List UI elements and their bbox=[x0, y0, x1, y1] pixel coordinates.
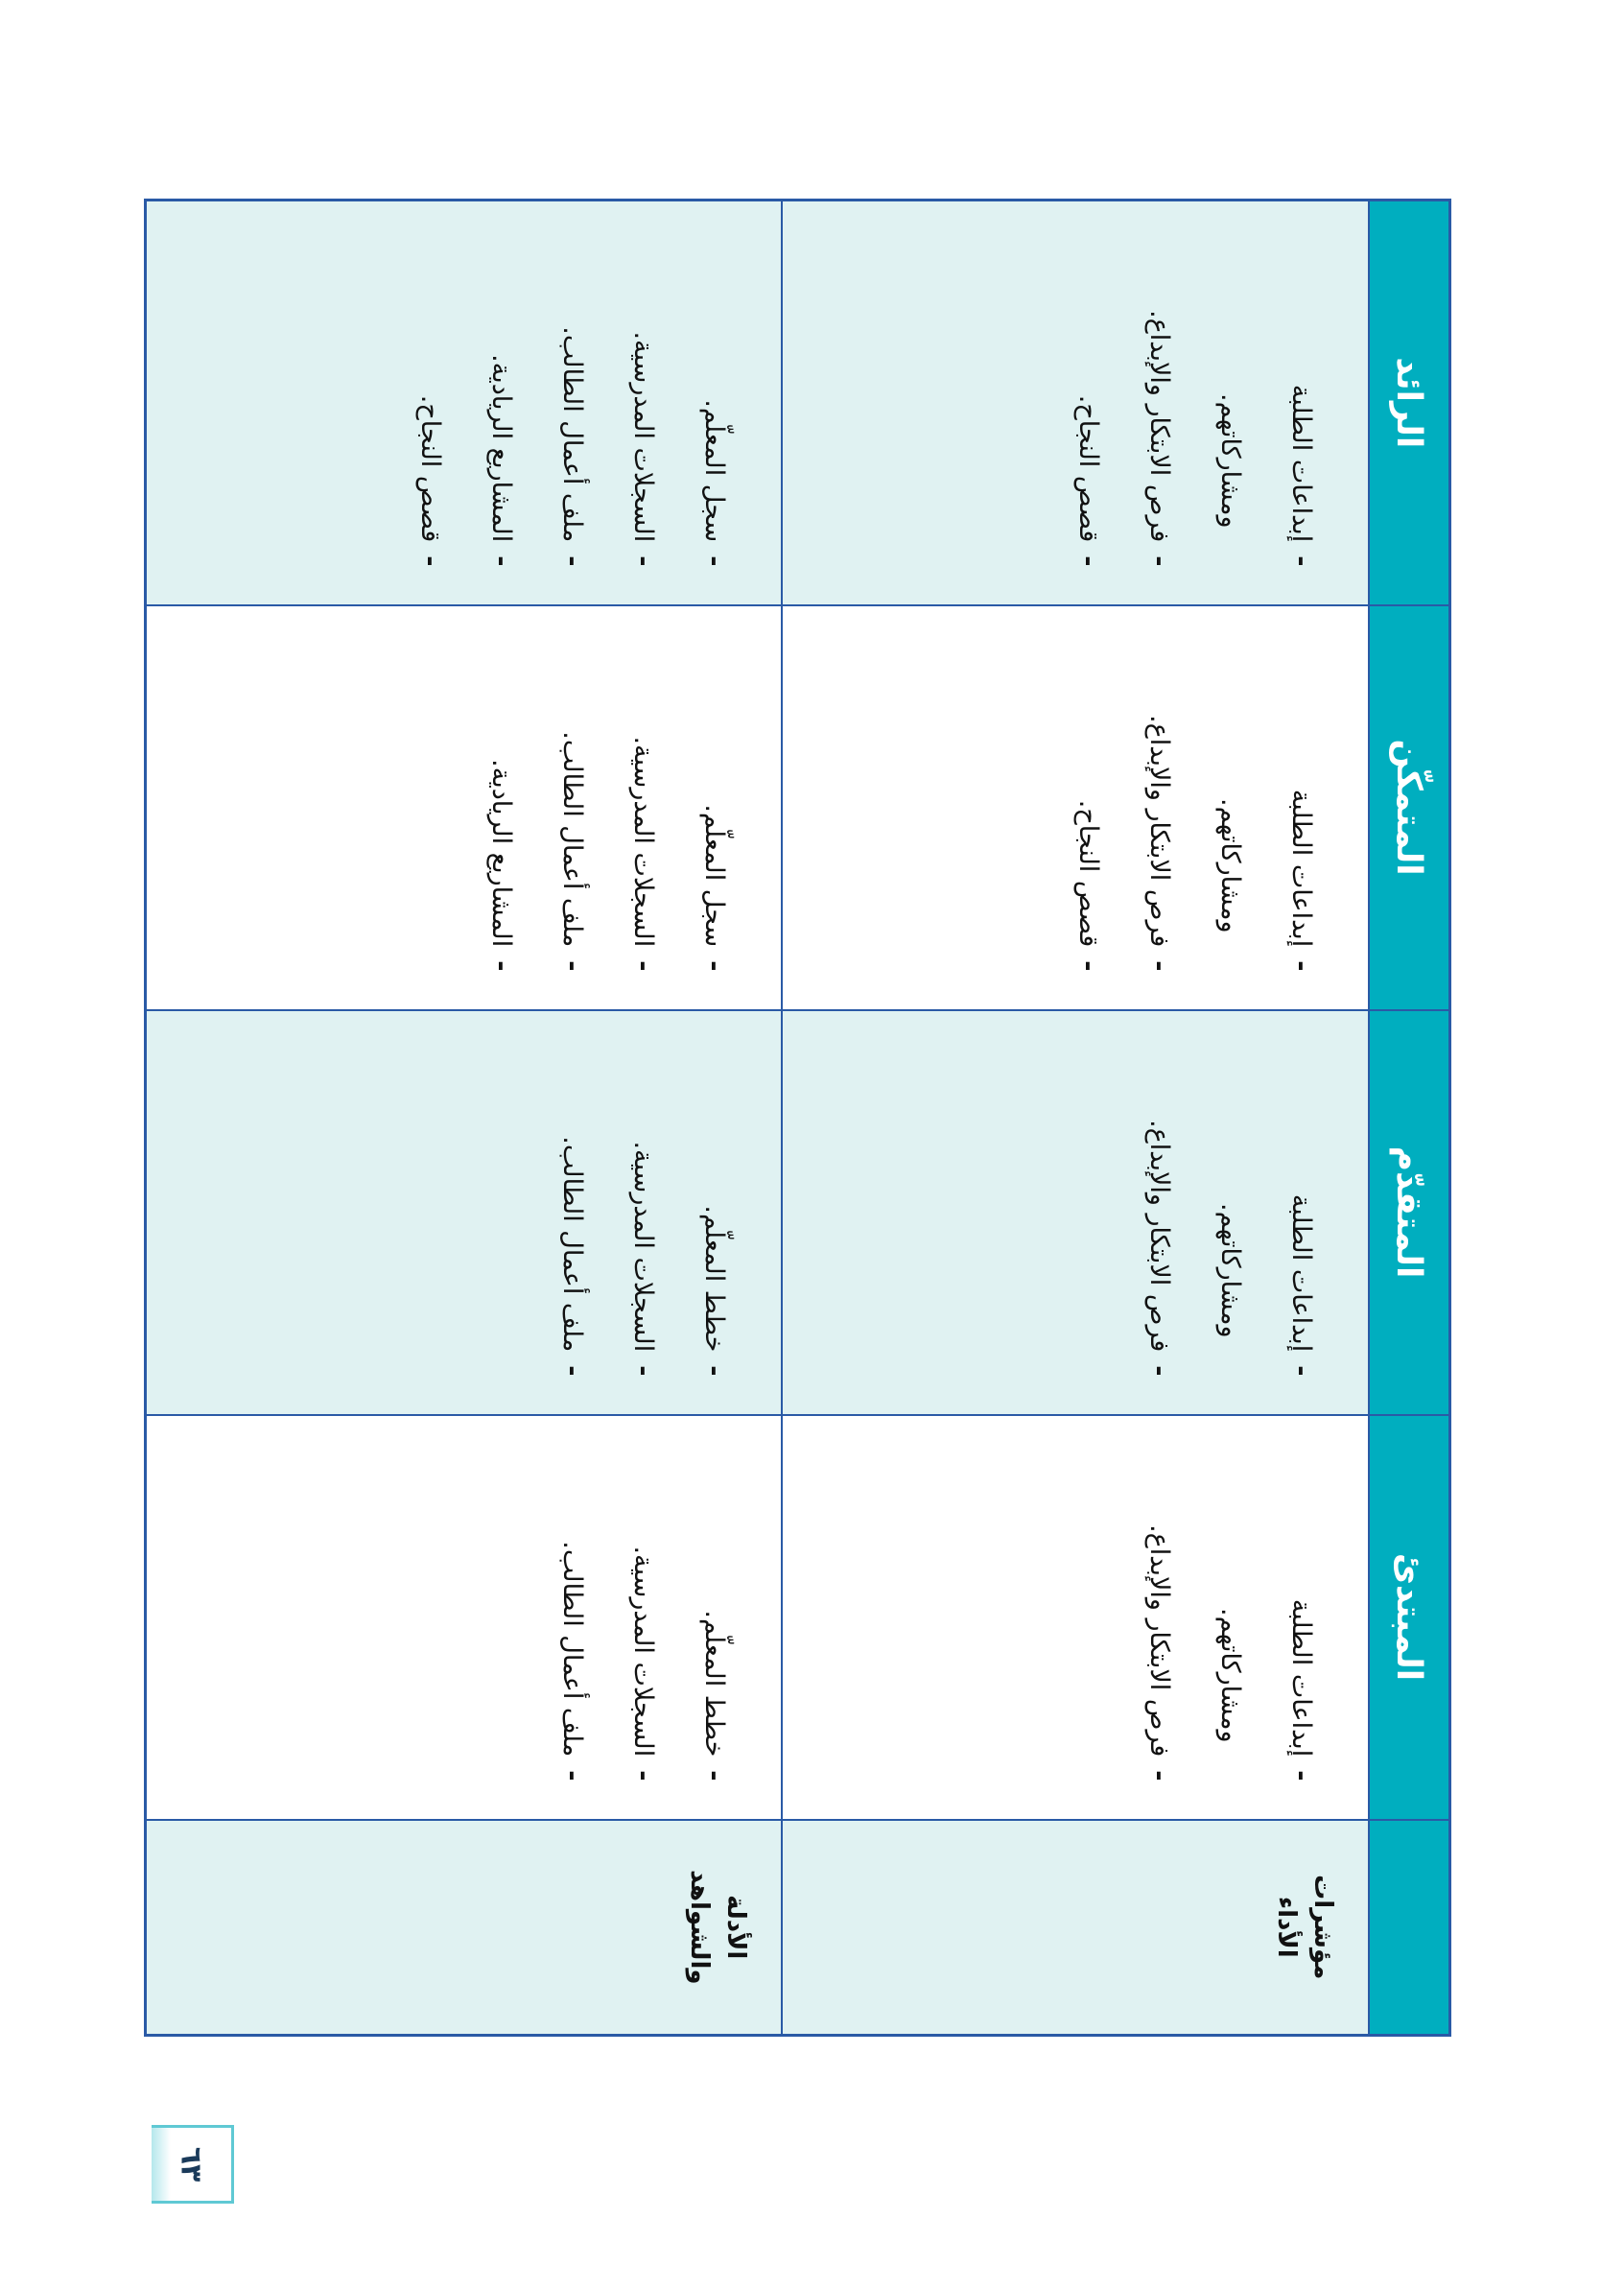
list-item bbox=[1123, 222, 1194, 567]
item-text: إبداعات الطلبة bbox=[1286, 1598, 1316, 1758]
list-item bbox=[607, 1031, 678, 1377]
list-item bbox=[536, 222, 607, 567]
item-text: ومشاركاتهم. bbox=[1215, 798, 1245, 933]
list-item bbox=[1052, 222, 1123, 567]
table-cell bbox=[146, 1415, 782, 1820]
bullet-dash: - bbox=[415, 555, 445, 567]
list-item bbox=[1123, 626, 1194, 972]
list-item bbox=[465, 626, 536, 972]
list-item bbox=[607, 222, 678, 567]
item-text: السجلات المدرسية. bbox=[628, 331, 658, 543]
bullet-dash: - bbox=[628, 1365, 658, 1377]
bullet-dash: - bbox=[557, 1770, 587, 1782]
bullet-dash: - bbox=[1073, 960, 1103, 972]
item-text: السجلات المدرسية. bbox=[628, 1141, 658, 1353]
table-cell bbox=[146, 605, 782, 1010]
item-text: السجلات المدرسية. bbox=[628, 736, 658, 948]
item-text: ومشاركاتهم. bbox=[1215, 1608, 1245, 1743]
column-header-corner bbox=[1369, 1820, 1450, 2036]
list-item bbox=[678, 222, 749, 567]
bullet-dash: - bbox=[1286, 1365, 1316, 1377]
item-text: سجل المعلّم. bbox=[699, 804, 729, 948]
list-item bbox=[1265, 1436, 1336, 1782]
cell-item-list bbox=[536, 1417, 780, 1818]
rubric-table-frame bbox=[152, 199, 1451, 2034]
row-header-line: الأداء bbox=[1272, 1896, 1301, 1958]
table-cell bbox=[782, 1010, 1369, 1415]
column-header-proficient: المتمكّن bbox=[1369, 605, 1450, 1010]
bullet-dash: - bbox=[699, 1770, 729, 1782]
list-item bbox=[678, 626, 749, 972]
item-text: المشاريع الريادية. bbox=[486, 354, 516, 543]
row-header-evidence bbox=[146, 1820, 782, 2036]
item-text: ملف أعمال الطالب. bbox=[557, 326, 587, 543]
bullet-dash: - bbox=[628, 960, 658, 972]
list-item bbox=[1194, 1031, 1265, 1377]
item-text: ملف أعمال الطالب. bbox=[557, 731, 587, 948]
table-cell bbox=[146, 201, 782, 605]
performance-indicators-row bbox=[782, 201, 1369, 2036]
item-text: ملف أعمال الطالب. bbox=[557, 1136, 587, 1353]
item-text: ومشاركاتهم. bbox=[1215, 1203, 1245, 1338]
evidence-row bbox=[146, 201, 782, 2036]
row-header-line: الأدلة bbox=[721, 1895, 750, 1960]
list-item bbox=[1265, 1031, 1336, 1377]
item-text: إبداعات الطلبة bbox=[1286, 789, 1316, 948]
bullet-dash: - bbox=[1286, 960, 1316, 972]
row-header-indicators bbox=[782, 1820, 1369, 2036]
bullet-dash: - bbox=[486, 960, 516, 972]
page-number-box bbox=[152, 2125, 234, 2204]
item-text: قصص النجاح. bbox=[1073, 394, 1103, 543]
item-text: قصص النجاح. bbox=[1073, 799, 1103, 948]
bullet-dash: - bbox=[557, 555, 587, 567]
list-item bbox=[678, 1031, 749, 1377]
rubric-table bbox=[145, 199, 1452, 2037]
bullet-dash: - bbox=[1286, 555, 1316, 567]
item-text: فرص الابتكار والإبداع. bbox=[1144, 1524, 1174, 1758]
bullet-dash: - bbox=[1144, 1770, 1174, 1782]
item-text: فرص الابتكار والإبداع. bbox=[1144, 715, 1174, 948]
bullet-dash: - bbox=[699, 1365, 729, 1377]
cell-item-list bbox=[1052, 607, 1367, 1008]
cell-item-list bbox=[1123, 1417, 1367, 1818]
list-item bbox=[1194, 626, 1265, 972]
item-text: ومشاركاتهم. bbox=[1215, 393, 1245, 529]
row-header-line: والشواهد bbox=[685, 1869, 714, 1985]
list-item bbox=[465, 222, 536, 567]
list-item bbox=[1052, 626, 1123, 972]
bullet-dash: - bbox=[557, 960, 587, 972]
list-item bbox=[394, 222, 465, 567]
item-text: ملف أعمال الطالب. bbox=[557, 1541, 587, 1758]
item-text: إبداعات الطلبة bbox=[1286, 1193, 1316, 1353]
bullet-dash: - bbox=[1073, 555, 1103, 567]
column-header-advanced: المتقدّم bbox=[1369, 1010, 1450, 1415]
list-item bbox=[1123, 1031, 1194, 1377]
item-text: خطط المعلّم. bbox=[699, 1610, 729, 1758]
list-item bbox=[607, 1436, 678, 1782]
list-item bbox=[678, 1436, 749, 1782]
bullet-dash: - bbox=[486, 555, 516, 567]
cell-item-list bbox=[1123, 1012, 1367, 1413]
item-text: فرص الابتكار والإبداع. bbox=[1144, 1120, 1174, 1353]
item-text: إبداعات الطلبة bbox=[1286, 384, 1316, 543]
item-text: السجلات المدرسية. bbox=[628, 1546, 658, 1758]
table-cell bbox=[782, 605, 1369, 1010]
table-cell bbox=[146, 1010, 782, 1415]
list-item bbox=[536, 1031, 607, 1377]
list-item bbox=[1194, 222, 1265, 567]
column-header-beginner: المبتدئ bbox=[1369, 1415, 1450, 1820]
cell-item-list bbox=[536, 1012, 780, 1413]
bullet-dash: - bbox=[699, 555, 729, 567]
bullet-dash: - bbox=[1144, 1365, 1174, 1377]
item-text: فرص الابتكار والإبداع. bbox=[1144, 310, 1174, 543]
bullet-dash: - bbox=[628, 555, 658, 567]
item-text: سجل المعلّم. bbox=[699, 399, 729, 543]
item-text: المشاريع الريادية. bbox=[486, 759, 516, 948]
cell-item-list bbox=[394, 202, 780, 603]
list-item bbox=[536, 1436, 607, 1782]
bullet-dash: - bbox=[1144, 960, 1174, 972]
row-header-line: مؤشرات bbox=[1308, 1875, 1337, 1980]
list-item bbox=[1123, 1436, 1194, 1782]
bullet-dash: - bbox=[1144, 555, 1174, 567]
list-item bbox=[1265, 222, 1336, 567]
page-number: ٦٣ bbox=[175, 2146, 208, 2183]
header-row bbox=[1369, 201, 1450, 2036]
bullet-dash: - bbox=[699, 960, 729, 972]
list-item bbox=[1265, 626, 1336, 972]
item-text: خطط المعلّم. bbox=[699, 1205, 729, 1353]
cell-item-list bbox=[465, 607, 780, 1008]
list-item bbox=[607, 626, 678, 972]
bullet-dash: - bbox=[557, 1365, 587, 1377]
list-item bbox=[536, 626, 607, 972]
bullet-dash: - bbox=[1286, 1770, 1316, 1782]
list-item bbox=[1194, 1436, 1265, 1782]
item-text: قصص النجاح. bbox=[415, 394, 445, 543]
cell-item-list bbox=[1052, 202, 1367, 603]
column-header-pioneer: الرائد bbox=[1369, 201, 1450, 605]
table-cell bbox=[782, 1415, 1369, 1820]
bullet-dash: - bbox=[628, 1770, 658, 1782]
table-cell bbox=[782, 201, 1369, 605]
